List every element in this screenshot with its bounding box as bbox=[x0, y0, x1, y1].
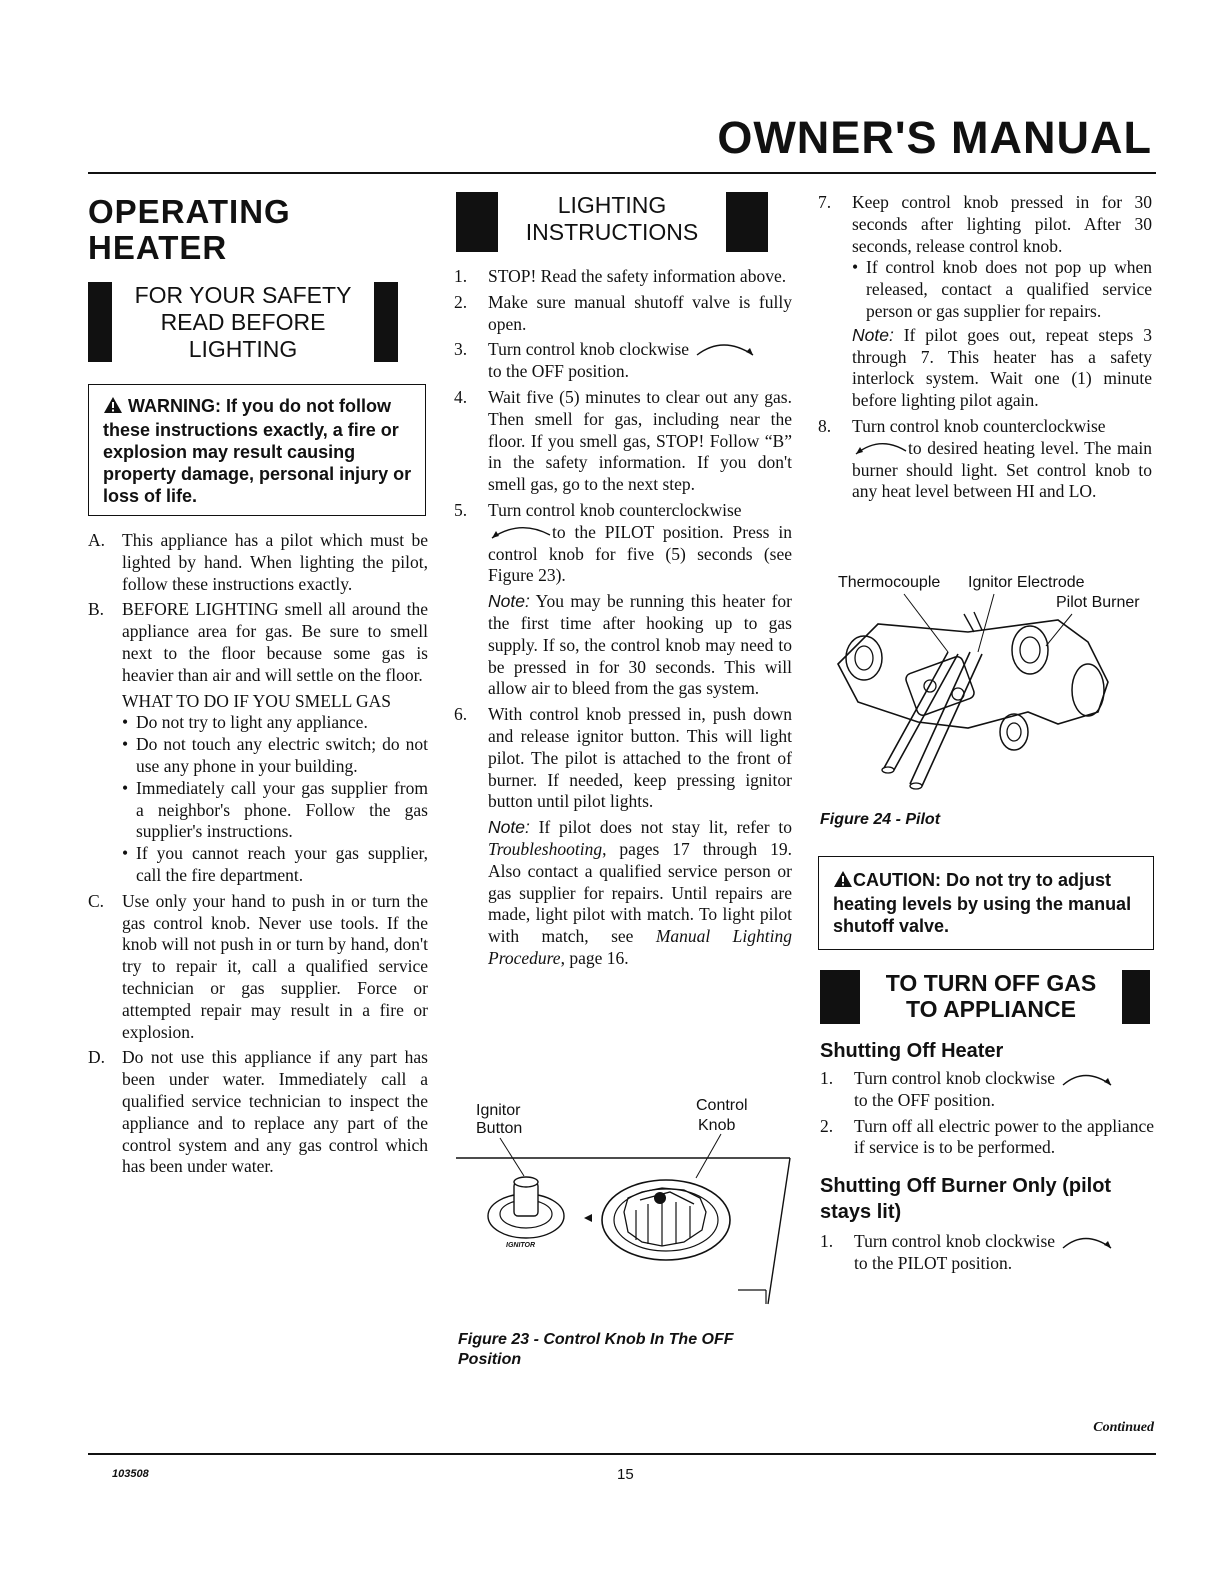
control-knob-label: Control bbox=[696, 1097, 748, 1114]
clockwise-arrow-icon bbox=[1059, 1070, 1115, 1088]
middle-column bbox=[454, 192, 792, 974]
continued-label: Continued bbox=[1093, 1420, 1154, 1435]
step-item: 2. Make sure manual shutoff valve is fully open. bbox=[454, 291, 792, 334]
bullet-item: • Do not try to light any appliance. bbox=[122, 712, 368, 733]
lighting-heading-1: LIGHTING bbox=[557, 192, 667, 218]
step-item: 1. Turn control knob clockwise to the PILOT position. bbox=[820, 1231, 1154, 1275]
turn-off-heading-2: TO APPLIANCE bbox=[906, 996, 1076, 1022]
manual-lighting-ref: Manual Lighting Procedure bbox=[488, 926, 792, 968]
pilot-burner-label: Pilot Burner bbox=[1056, 594, 1140, 611]
warning-box bbox=[88, 384, 426, 516]
counterclockwise-arrow-icon bbox=[488, 523, 552, 541]
lighting-instructions-box bbox=[456, 192, 768, 252]
counterclockwise-arrow-icon bbox=[852, 439, 908, 457]
safety-box bbox=[88, 282, 398, 362]
footer-rule bbox=[88, 1453, 1156, 1455]
figure-23: Ignitor Button Control Knob IGNITOR bbox=[456, 1094, 796, 1314]
list-item: B. BEFORE LIGHTING smell all around the appliance area for gas. Be sure to smell next to the floor because some gas is heavier than air and will settle on the floor. WHAT TO DO IF YOU SMELL GAS • Do not try to light any appliance. • Do not touch any electric switch; do not use any phone in your building. • Immediately call your gas supplier from a neighbor's phone. Follow the gas supplier's instructions. • If you cannot reach your gas supplier, call the fire department. bbox=[88, 599, 428, 885]
header-rule bbox=[88, 172, 1156, 174]
step-item: 5. Turn control knob counterclockwise to the PILOT position. Press in control knob for five (5) seconds (see Figure 23). Note: You may be running this heater for the first time after hooking up to gas supply. If so, the control knob may need to be pressed in for 30 seconds. This will allow air to bleed from the gas system. bbox=[454, 499, 792, 699]
safety-line-2: READ BEFORE bbox=[160, 309, 326, 335]
section-title: OPERATING HEATER bbox=[88, 193, 291, 266]
step-item: 8. Turn control knob counterclockwise to desired heating level. The main burner should light. Set control knob to any heat level between HI and LO. bbox=[818, 415, 1152, 502]
note-label: Note: bbox=[852, 324, 894, 345]
clockwise-arrow-icon bbox=[1059, 1233, 1115, 1251]
troubleshooting-ref: Troubleshooting bbox=[488, 838, 603, 859]
shutting-off-heater-heading: Shutting Off Heater bbox=[820, 1040, 1004, 1062]
ignitor-button-label: Ignitor bbox=[476, 1102, 521, 1119]
bullet-item: • Immediately call your gas supplier from a neighbor's phone. Follow the gas supplier's instructions. bbox=[122, 777, 428, 842]
caution-text: Do not try to adjust heating levels by using the manual shutoff valve. bbox=[833, 870, 1132, 936]
step-item: 6. With control knob pressed in, push down and release ignitor button. This will light pilot. The pilot is attached to the front of burner. If needed, keep pressing ignitor button until pilot lights. Note: If pilot does not stay lit, refer to Troubleshooting, pages 17 through 19. Also contact a qualified service person or gas supplier for repairs. Until repairs are made, light pilot with match. To light pilot with match, see Manual Lighting Procedure, page 16. bbox=[454, 704, 792, 968]
page-header-title: OWNER'S MANUAL bbox=[717, 112, 1152, 163]
left-column bbox=[88, 194, 428, 1182]
step-item: 2. Turn off all electric power to the appliance if service is to be performed. bbox=[820, 1115, 1154, 1158]
warning-icon bbox=[833, 870, 853, 893]
left-items bbox=[88, 530, 428, 1178]
note-label: Note: bbox=[488, 817, 530, 838]
step-item: 1. Turn control knob clockwise to the OFF position. bbox=[820, 1068, 1154, 1112]
warning-icon bbox=[103, 396, 123, 419]
turn-off-gas-box bbox=[820, 970, 1150, 1024]
figure-24 bbox=[818, 572, 1154, 802]
ignitor-marking: IGNITOR bbox=[506, 1242, 536, 1249]
step-item: 7. Keep control knob pressed in for 30 seconds after lighting pilot. After 30 seconds, release control knob. • If control knob does not pop up when released, contact a qualified service person or gas supplier for repairs. Note: If pilot goes out, repeat steps 3 through 7. This heater has a safety interlock system. Wait one (1) minute before lighting pilot again. bbox=[818, 192, 1152, 411]
figure-24-caption: Figure 24 - Pilot bbox=[820, 811, 941, 828]
note-label: Note: bbox=[488, 591, 530, 612]
caution-label: CAUTION: bbox=[853, 870, 941, 890]
right-column bbox=[818, 192, 1152, 507]
ignitor-electrode-label: Ignitor Electrode bbox=[968, 574, 1085, 591]
figure-23-caption: Figure 23 - Control Knob In The OFF Position bbox=[458, 1331, 734, 1368]
bullet-item: • Do not touch any electric switch; do not use any phone in your building. bbox=[122, 734, 428, 776]
box-bar-left bbox=[88, 282, 112, 362]
thermocouple-label: Thermocouple bbox=[838, 574, 941, 591]
shutoff-section bbox=[820, 1038, 1154, 1279]
turn-off-heading-1: TO TURN OFF GAS bbox=[885, 970, 1097, 996]
safety-line-1: FOR YOUR SAFETY bbox=[134, 282, 352, 308]
step-item: 3. Turn control knob clockwise to the OFF position. bbox=[454, 339, 792, 383]
step-item: 4. Wait five (5) minutes to clear out any gas. Then smell for gas, including near the floor. If you smell gas, STOP! Follow “B” in the safety information. If you don't smell gas, go to the next step. bbox=[454, 386, 792, 495]
safety-line-3: LIGHTING bbox=[188, 336, 298, 362]
bullet-item: • If you cannot reach your gas supplier, call the fire department. bbox=[122, 843, 428, 885]
pilot-diagram bbox=[818, 572, 1154, 802]
control-knob-diagram bbox=[456, 1094, 796, 1314]
box-bar-right bbox=[374, 282, 398, 362]
caution-box bbox=[818, 856, 1154, 950]
lighting-heading-2: INSTRUCTIONS bbox=[525, 219, 699, 245]
page-number: 15 bbox=[617, 1466, 634, 1483]
list-item: A. This appliance has a pilot which must be lighted by hand. When lighting the pilot, follow these instructions exactly. bbox=[88, 530, 428, 594]
list-item: D. Do not use this appliance if any part has been under water. Immediately call a qualified service technician to inspect the appliance and to replace any part of the control system and any gas control which has been under water. bbox=[88, 1047, 428, 1177]
warning-text: If you do not follow these instructions exactly, a fire or explosion may result causing property damage, personal injury or loss of life. bbox=[103, 396, 412, 506]
shutting-off-burner-heading: Shutting Off Burner Only (pilot stays lit) bbox=[820, 1175, 1112, 1224]
clockwise-arrow-icon bbox=[693, 339, 759, 359]
list-item: C. Use only your hand to push in or turn the gas control knob. Never use tools. If the knob will not push in or turn by hand, don't try to repair it, call a qualified service technician or gas supplier. Force or attempted repair may result in a fire or explosion. bbox=[88, 890, 428, 1042]
smell-gas-heading: WHAT TO DO IF YOU SMELL GAS bbox=[122, 690, 391, 711]
lighting-steps bbox=[454, 266, 792, 970]
warning-label: WARNING: bbox=[128, 396, 222, 416]
step-item: 1. STOP! Read the safety information above. bbox=[454, 266, 787, 286]
bullet-item: • If control knob does not pop up when released, contact a qualified service person or gas supplier for repairs. bbox=[852, 257, 1152, 321]
document-number: 103508 bbox=[112, 1468, 149, 1480]
